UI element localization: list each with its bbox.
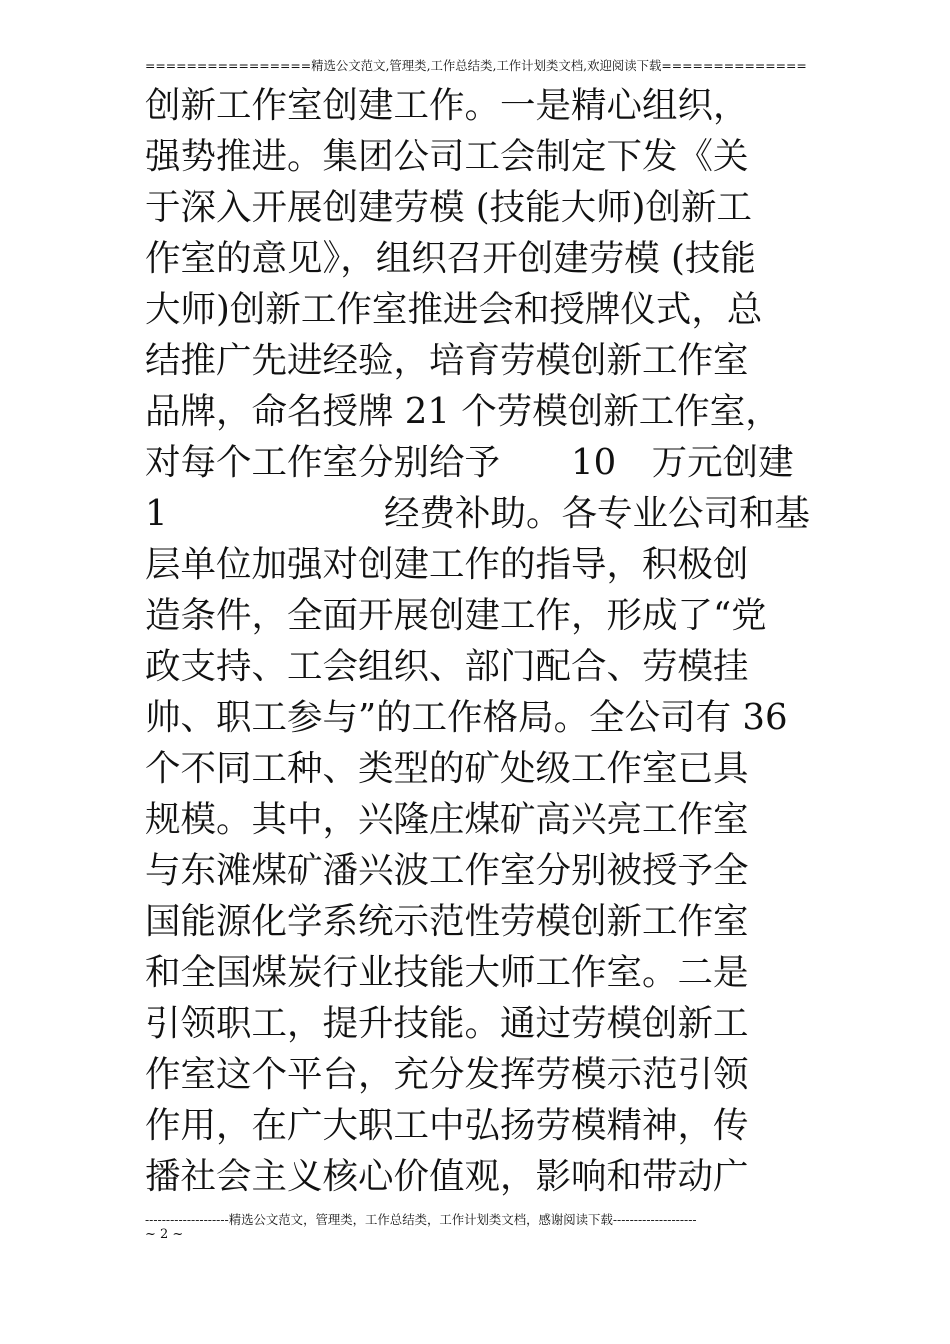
footnote-marker: 1 — [145, 493, 168, 534]
text-line: 结推广先进经验，培育劳模创新工作室 — [145, 340, 749, 381]
header-banner: ================精选公文范文,管理类,工作总结类,工作计划类文档,欢迎阅读下载============== — [145, 58, 807, 73]
text-line: 政支持、工会组织、部门配合、劳模挂 — [145, 646, 749, 687]
text-line: 作室的意见》，组织召开创建劳模 (技能 — [145, 238, 756, 279]
document-body — [145, 80, 810, 1202]
text-line: 国能源化学系统示范性劳模创新工作室 — [145, 901, 749, 942]
text-line-continuation: 经费补助。各专业公司和基 — [383, 493, 810, 534]
text-line: 与东滩煤矿潘兴波工作室分别被授予全 — [145, 850, 749, 891]
text-line-split — [145, 488, 810, 539]
text-line: 强势推进。集团公司工会制定下发《关 — [145, 136, 749, 177]
text-line: 和全国煤炭行业技能大师工作室。二是 — [145, 952, 749, 993]
text-line: 对每个工作室分别给予 10 万元创建 — [145, 442, 794, 483]
text-line: 作用，在广大职工中弘扬劳模精神，传 — [145, 1105, 749, 1146]
footer-banner: --------------------精选公文范文，管理类，工作总结类，工作计划类文档，感谢阅读下载-------------------- — [145, 1212, 697, 1227]
text-line: 品牌，命名授牌 21 个劳模创新工作室， — [145, 391, 781, 432]
text-line: 帅、职工参与”的工作格局。全公司有 36 — [145, 697, 788, 738]
text-line: 规模。其中，兴隆庄煤矿高兴亮工作室 — [145, 799, 749, 840]
text-line: 作室这个平台，充分发挥劳模示范引领 — [145, 1054, 749, 1095]
text-line: 大师)创新工作室推进会和授牌仪式，总 — [145, 289, 763, 330]
text-line: 造条件，全面开展创建工作，形成了“党 — [145, 595, 767, 636]
text-line: 引领职工，提升技能。通过劳模创新工 — [145, 1003, 749, 1044]
page-number: ~ 2 ~ — [145, 1227, 184, 1242]
text-line: 播社会主义核心价值观，影响和带动广 — [145, 1156, 749, 1197]
text-line: 个不同工种、类型的矿处级工作室已具 — [145, 748, 749, 789]
text-line: 于深入开展创建劳模 (技能大师)创新工 — [145, 187, 752, 228]
text-line: 创新工作室创建工作。一是精心组织， — [145, 85, 749, 126]
text-line: 层单位加强对创建工作的指导，积极创 — [145, 544, 749, 585]
